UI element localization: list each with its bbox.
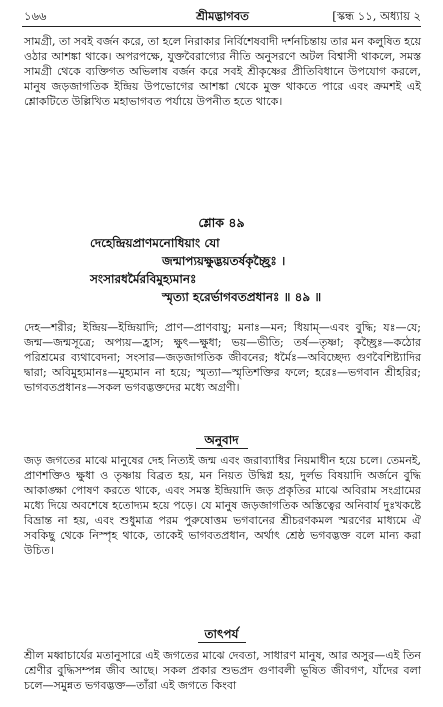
purport-heading-underline — [198, 642, 246, 643]
synonyms-paragraph — [24, 320, 421, 395]
book-title: শ্রীমদ্ভাগবত — [196, 9, 249, 23]
chapter-reference: [স্কন্ধ ১১, অধ্যায় ২ — [332, 9, 421, 23]
translation-heading-underline — [196, 448, 248, 449]
purport-text: শ্রীল মধ্বাচার্যের মতানুসারে এই জগতের মাঝে দেবতা, সাধারণ মানুষ, আর অসুর—এই তিন শ্রেণীর বুদ্ধিসম্পন্ন জীব আছে। সকল প্রকার শুভপ্রদ গুণাবলী ভূষিত জীবগণ, যাঁদের বলা চলে—সমুন্নত ভগবদ্ভক্ত—তাঁরা এই জগতে কিংবা — [24, 649, 421, 692]
sanskrit-verse — [90, 234, 413, 306]
verse-line: জন্মাপ্যয়ক্ষুদ্ভয়তর্ষকৃচ্ছ্রৈঃ । — [162, 254, 286, 268]
purport-heading: তাৎপর্য — [204, 627, 239, 641]
translation-heading: অনুবাদ — [204, 433, 239, 447]
verse-line: সংসারধর্মৈরবিমুহ্যমানঃ — [90, 272, 197, 286]
verse-heading: শ্লোক ৪৯ — [198, 215, 245, 230]
translation-paragraph — [24, 453, 421, 558]
header-rule — [22, 26, 421, 27]
running-header — [24, 8, 421, 26]
purport-paragraph — [24, 648, 421, 693]
verse-line: স্মৃত্যা হরের্ভাগবতপ্রধানঃ ॥ ৪৯ ॥ — [162, 290, 322, 304]
synonyms-text: দেহ—শরীর; ইন্দ্রিয়—ইন্দ্রিয়াদি; প্রাণ—প্রাণবায়ু; মনাঃ—মন; ধিয়াম্—এবং বুদ্ধি; যঃ—যে; জন্ম—জন্মসূত্রে; অপ্যয়—হ্রাস; ক্ষুৎ—ক্ষুধা; ভয়—ভীতি; তর্ষ—তৃষ্ণা; কৃচ্ছ্রৈঃ—কঠোর পরিশ্রমের ব্যথাবেদনা; সংসার—জড়জাগতিক জীবনের; ধর্মৈঃ—অবিচ্ছেদ্য গুণবৈশিষ্ট্যাদির দ্বারা; অবিমুহ্যমানঃ—মুহ্যমান না হয়ে; স্মৃত্যা—স্মৃতিশক্তির ফলে; হরেঃ—ভগবান শ্রীহরির; ভাগবতপ্রধানঃ—সকল ভগবদ্ভক্তদের মধ্যে অগ্রণী। — [24, 321, 421, 394]
intro-text: সামগ্রী, তা সবই বর্জন করে, তা হলে নিরাকার নির্বিশেষবাদী দর্শনচিন্তায় তার মন কলুষিত হয়ে ওঠার আশঙ্কা থাকে। অপরপক্ষে, যুক্তবৈরাগ্যের নীতি অনুসরণে অটল বিশ্বাসী থাকলে, সমস্ত সামগ্রী থেকে ব্যক্তিগত অভিলাষ বর্জন করে সবই শ্রীকৃষ্ণের প্রীতিবিধানে উপযোগ করলে, মানুষ জড়জাগতিক ইন্দ্রিয় উপভোগের আশঙ্কা থেকে মুক্ত থাকতে পারে এবং ক্রমশই এই শ্লোকটিতে উল্লিখিত মহাভাগবত পর্যায়ে উপনীত হতে থাকে। — [24, 35, 421, 108]
intro-paragraph — [24, 34, 421, 109]
translation-text: জড় জগতের মাঝে মানুষের দেহ নিত্যই জন্ম এবং জরাব্যাধির নিয়মাধীন হয়ে চলে। তেমনই, প্রাণশক্তিও ক্ষুধা ও তৃষ্ণায় বিব্রত হয়, মন নিয়ত উদ্বিগ্ন হয়, দুর্লভ বিষয়াদি অর্জনে বুদ্ধি আকাঙ্ক্ষা পোষণ করতে থাকে, এবং সমস্ত ইন্দ্রিয়াদি জড় প্রকৃতির মাঝে অবিরাম সংগ্রামের মধ্যে দিয়ে অবশেষে হতোদ্যম হয়ে পড়ে। যে মানুষ জড়জাগতিক অস্তিত্বের অনিবার্য দুঃখকষ্টে বিভ্রান্ত না হয়, এবং শুধুমাত্র পরম পুরুষোত্তম ভগবানের শ্রীচরণকমল স্মরণের মাধ্যমে ঐ সবকিছু থেকে নিস্পৃহ থাকে, তাকেই ভাগবতপ্রধান, অর্থাৎ শ্রেষ্ঠ ভগবদ্ভক্ত বলে মান্য করা উচিত। — [24, 454, 421, 557]
verse-line: দেহেন্দ্রিয়প্রাণমনোধিয়াং যো — [90, 236, 220, 250]
page-number: ১৬৬ — [24, 9, 47, 23]
